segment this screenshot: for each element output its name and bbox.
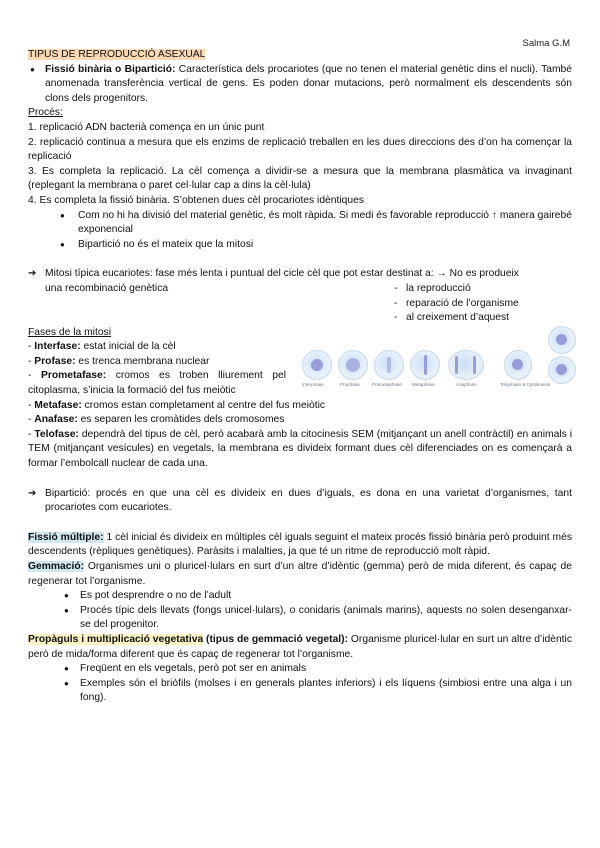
diagram-label: Prometaphase <box>372 381 402 387</box>
fase-interfase: - Interfase: estat inicial de la cèl <box>28 341 176 353</box>
mitosi-typica-columns <box>28 282 572 326</box>
fase-prometafase: - Prometafase: cromos es troben lliurement pel citoplasma, s’inicia la formació del fus meiòtic <box>28 370 286 397</box>
mitosi-typica-item: - la reproducció <box>394 282 572 297</box>
multiple-label: Fissió múltiple: <box>28 531 104 543</box>
fase-anafase: - Anafase: es separen les cromàtides dels cromosomes <box>28 414 285 426</box>
gemmacio-bullet-1: ● Es pot desprendre o no de l’adult <box>28 589 572 604</box>
gemmacio-bullet-2: ● Procés típic dels llevats (fongs unicel·lulars), o conidaris (animals marins), aquests no solen desenganxar-se del progenitor. <box>28 604 572 633</box>
propagul-label: Propàguls i multiplicació vegetativa <box>28 633 204 645</box>
fases-section <box>28 326 572 472</box>
mitosi-typica-list <box>394 282 572 326</box>
diagram-label: Metaphase <box>412 381 435 387</box>
biparticio-note: ➔ Bipartició: procés en que una cèl es divideix en dues d’iguals, es dona en una varietat d’organismes, tant procariotes com eucariotes. <box>28 487 572 516</box>
fase-telofase: - Telofase: dependrà del tipus de cèl, però acabarà amb la citocinesis SEM (mitjançant un anell contràctil) en animals i TEM (mitjançant vesícules) en vegetals, la membrana es divideix formant dues cèl diferenciades on es començarà a formar l’embolcall nuclear de cada una. <box>28 428 572 470</box>
proces-step-3: 3. Es completa la replicació. La cèl comença a dividir-se a mesura que la membrana plasmàtica va invaginant (replegant la membrana o paret cel·lular cap a dins la cèl·lula) <box>28 165 572 192</box>
mitosis-diagram <box>300 334 576 388</box>
fissio-label: Fissió binària o Bipartició: <box>45 63 176 75</box>
proces-heading: Procés: <box>28 107 63 119</box>
mitosi-typica-line <box>28 267 572 282</box>
proces-sub-bullet-1: ● Com no hi ha divisió del material genètic, és molt ràpida. Si medi és favorable reproducció ↑ manera gairebé exponencial <box>28 209 572 238</box>
author-name: Salma G.M <box>522 38 570 49</box>
fase-metafase: - Metafase: cromos estan completament al centre del fus meiòtic <box>28 399 326 411</box>
gemmacio-label: Gemmació: <box>28 561 85 572</box>
proces-step-1: 1. replicació ADN bacterià comença en un únic punt <box>28 121 265 133</box>
gemmacio-paragraph: Gemmació: Organismes uni o pluricel·lulars en surt d’un altre d’idèntic (gemma) però de mida diferent, és capaç de regenerar tot l’organisme. <box>28 561 572 587</box>
proces-step-4: 4. Es completa la fissió binària. S’obtenen dues cèl procariotes idèntiques <box>28 194 364 206</box>
diagram-label: Prophase <box>340 381 360 387</box>
propagul-paragraph: Propàguls i multiplicació vegetativa (tipus de gemmació vegetal): Organisme pluricel·lular en surt un altre d’idèntic però de mida/forma diferent que és capaç de regenerar tot l’organisme. <box>28 633 572 660</box>
propagul-bullet-2: ● Exemples són el briòfils (molses i en generals plantes inferiors) i els líquens (simbiosi entre una alga i un fong). <box>28 677 572 706</box>
diagram-label: Telophase & Cytokinesis <box>500 381 551 387</box>
mitosi-typica-left2: una recombinació genètica <box>45 282 169 294</box>
diagram-label: Anaphase <box>456 381 477 387</box>
mitosi-typica-item: - al creixement d’aquest <box>394 311 572 326</box>
document-body <box>28 48 572 706</box>
fissio-bullet <box>28 63 572 107</box>
fase-profase: - Profase: es trenca membrana nuclear <box>28 355 210 367</box>
propagul-bullet-1: ● Freqüent en els vegetals, però pot ser en animals <box>28 662 572 677</box>
multiple-paragraph: Fissió múltiple: 1 cèl inicial és divideix en múltiples cèl iguals seguint el mateix procés fissió binària però produint més descendents (rèpliques genètiques). Paràsits i malalties, ja que té un ritme de reproducció molt ràpid. <box>28 531 573 558</box>
mitosi-typica-item: - reparació de l’organisme <box>394 297 572 312</box>
fissio-text: Característica dels procariotes (que no tenen el material genètic dins el nucli). També anomenada transferència vertical de gens. Es poden donar mutacions, però normalment els descendents són clons dels progenitors. <box>45 63 572 104</box>
proces-sub-bullet-2: ● Bipartició no és el mateix que la mitosi <box>28 238 572 253</box>
fases-heading: Fases de la mitosi <box>28 326 111 338</box>
mitosi-typica-text: Mitosi típica eucariotes: fase més lenta i puntual del cicle cèl que pot estar destinat a: → <box>45 268 447 280</box>
diagram-label: Interphase <box>302 381 324 387</box>
mitosi-typica-no: No es produeix <box>449 268 519 280</box>
page-title: TIPUS DE REPRODUCCIÓ ASEXUAL <box>28 49 206 60</box>
proces-step-2: 2. replicació continua a mesura que els enzims de replicació treballen en les dues direccions des d’on ha començar la replicació <box>28 136 572 163</box>
